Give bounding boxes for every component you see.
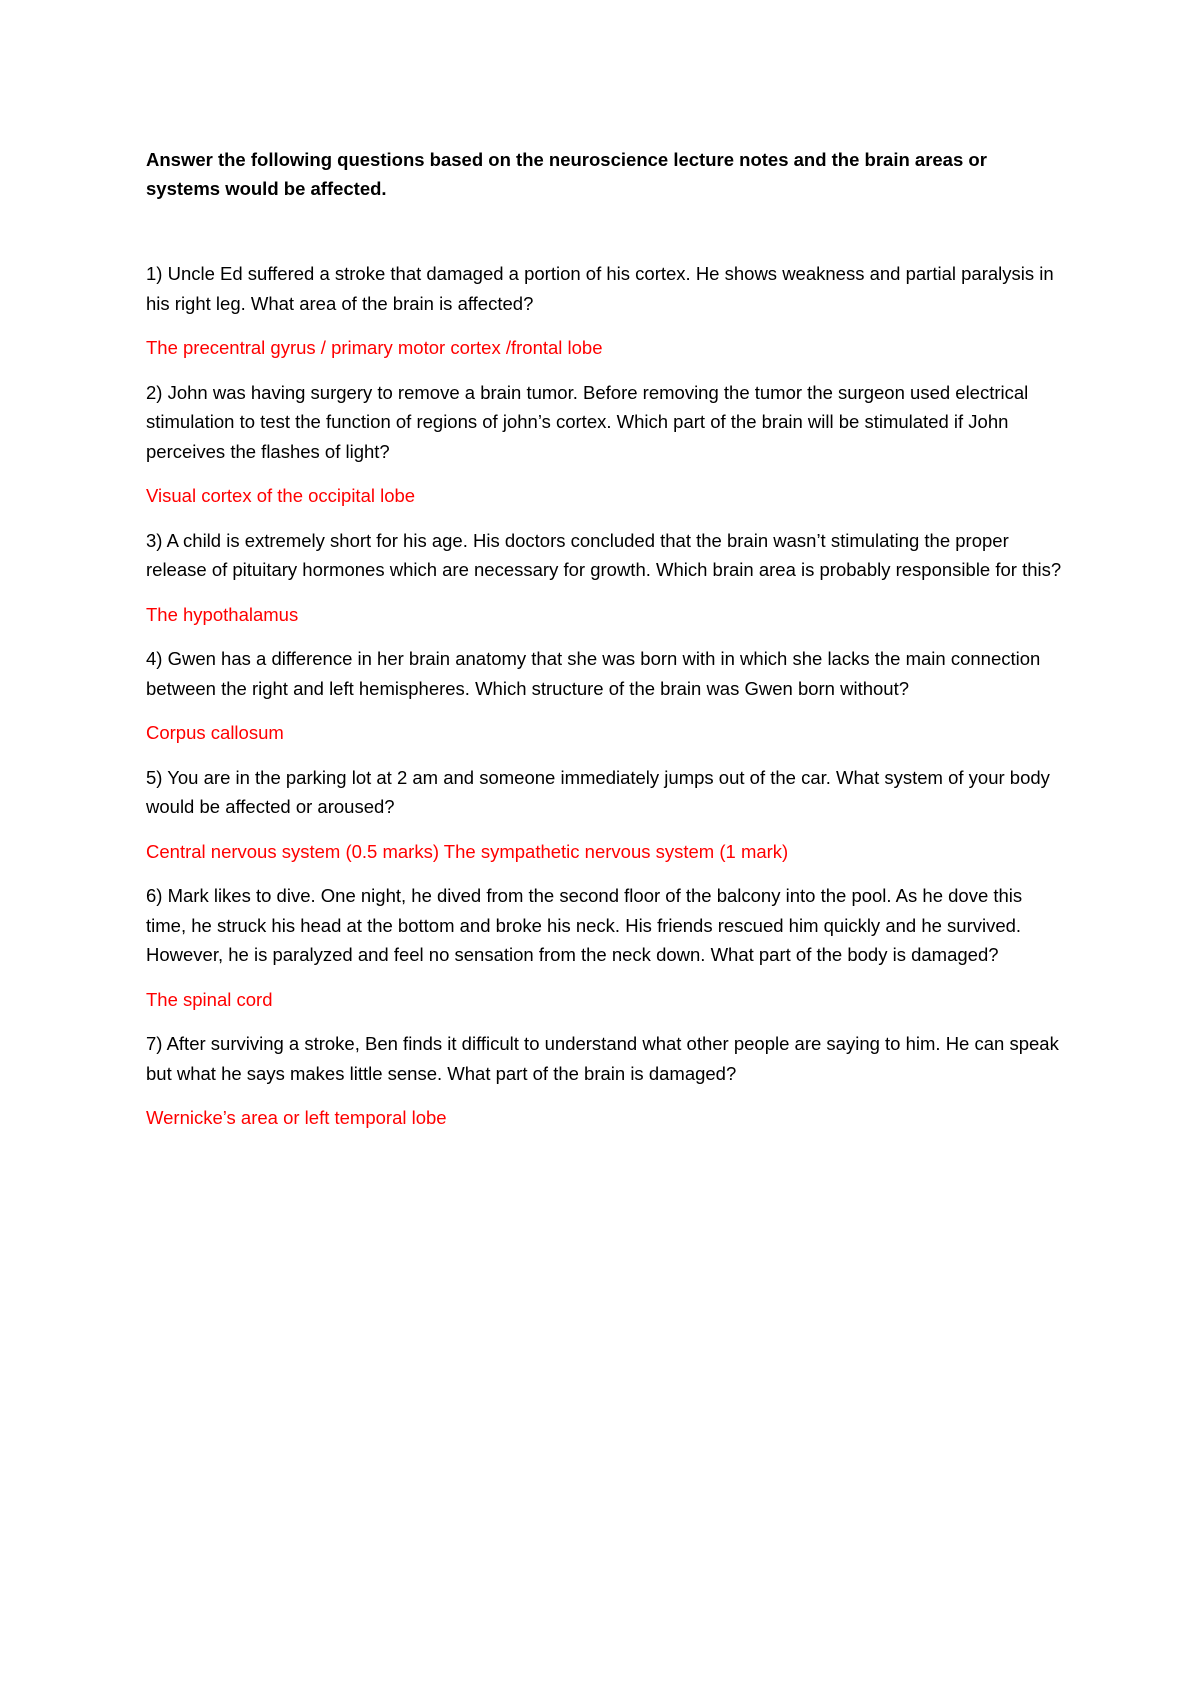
question-7: 7) After surviving a stroke, Ben finds it difficult to understand what other people are saying to him. He can speak but what he says makes little sense. What part of the brain is damaged?: [146, 1033, 1059, 1084]
question-2: 2) John was having surgery to remove a brain tumor. Before removing the tumor the surgeon used electrical stimulation to test the function of regions of john’s cortex. Which part of the brain will be stimulated if John perceives the flashes of light?: [146, 381, 1029, 462]
answer-5: Central nervous system (0.5 marks) The sympathetic nervous system (1 mark): [146, 840, 789, 862]
answer-3: The hypothalamus: [146, 603, 299, 625]
question-4: 4) Gwen has a difference in her brain anatomy that she was born with in which she lacks the main connection between the right and left hemispheres. Which structure of the brain was Gwen born without?: [146, 648, 1041, 699]
qa-item-6: [146, 881, 1066, 1014]
question-6: 6) Mark likes to dive. One night, he dived from the second floor of the balcony into the pool. As he dove this time, he struck his head at the bottom and broke his neck. His friends rescued him quickly and he survived. However, he is paralyzed and feel no sensation from the neck down. What part of the body is damaged?: [146, 885, 1023, 965]
qa-item-4: [146, 644, 1066, 748]
qa-item-7: [146, 1029, 1066, 1133]
answer-1: The precentral gyrus / primary motor cortex /frontal lobe: [146, 337, 603, 358]
document-page: [146, 145, 1066, 1148]
qa-item-2: [146, 378, 1066, 511]
answer-7: Wernicke’s area or left temporal lobe: [146, 1107, 447, 1128]
qa-item-5: [146, 763, 1066, 867]
question-5: 5) You are in the parking lot at 2 am and someone immediately jumps out of the car. What system of your body would be affected or aroused?: [146, 766, 1050, 817]
answer-6: The spinal cord: [146, 988, 273, 1010]
answer-2: Visual cortex of the occipital lobe: [146, 485, 416, 506]
page-heading: Answer the following questions based on the neuroscience lecture notes and the brain areas or systems would be affected.: [146, 149, 987, 199]
answer-4: Corpus callosum: [146, 722, 284, 743]
qa-item-1: [146, 259, 1066, 363]
question-1: 1) Uncle Ed suffered a stroke that damaged a portion of his cortex. He shows weakness and partial paralysis in his right leg. What area of the brain is affected?: [146, 263, 1054, 314]
qa-item-3: [146, 526, 1066, 630]
question-3: 3) A child is extremely short for his age. His doctors concluded that the brain wasn’t stimulating the proper release of pituitary hormones which are necessary for growth. Which brain area is probably responsible for this?: [146, 529, 1062, 580]
